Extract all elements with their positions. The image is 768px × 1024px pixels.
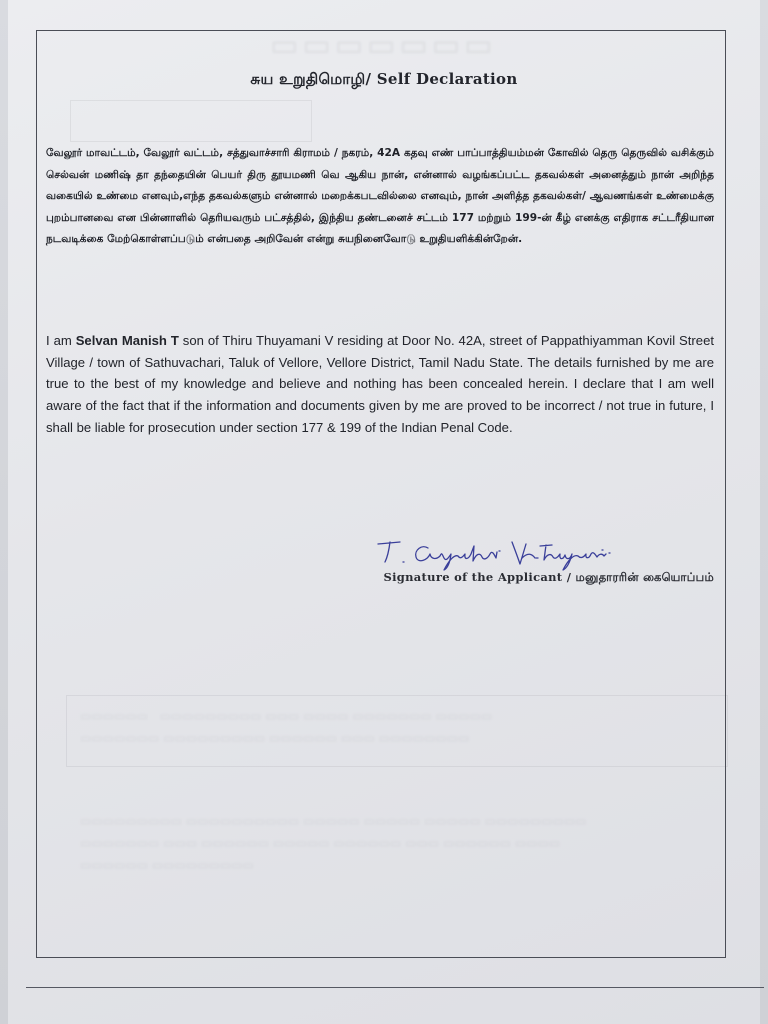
tamil-declaration-paragraph: வேலூர் மாவட்டம், வேலூர் வட்டம், சத்துவாச்சாரி கிராமம் / நகரம், 42A கதவு எண் பாப்பாத்தியம்மன் கோவில் தெரு தெருவில் வசிக்கும் செல்வன் மணிஷ் தா தந்தையின் பெயர் திரு தூயமணி வெ ஆகிய நான், என்னால் வழங்கப்பட்ட தகவல்கள் அனைத்தும் நான் அறிந்த வகையில் உண்மை எனவும்,எந்த தகவல்களும் என்னால் மறைக்கபடவில்லை எனவும், நான் அளித்த தகவல்கள்/ ஆவணங்கள் உண்மைக்கு புறம்பானவை என பின்னாளில் தெரியவரும் பட்சத்தில், இந்திய தண்டனைச் சட்டம் 177 மற்றும் 199-ன் கீழ் எனக்கு எதிராக சட்டரீதியான நடவடிக்கை மேற்கொள்ளப்படும் என்பதை அறிவேன் என்று சுயநினைவோடு உறுதியளிக்கின்றேன். <box>46 147 714 245</box>
english-declaration-paragraph <box>46 330 714 439</box>
bleed-through-heading: ▭▭▭▭▭▭▭ <box>270 28 497 63</box>
english-prefix: I am <box>46 333 76 348</box>
bleed-through-text: ▭▭▭▭▭▭ ▭▭▭▭▭▭▭▭▭ ▭▭▭ ▭▭▭▭ ▭▭▭▭▭▭▭ ▭▭▭▭▭ ▭▭▭▭▭▭▭ ▭▭▭▭▭▭▭▭▭ ▭▭▭▭▭▭ ▭▭▭ ▭▭▭▭▭▭▭▭ <box>80 709 493 745</box>
signature-caption: Signature of the Applicant / மனுதாரரின் கையொப்பம் <box>383 570 714 584</box>
applicant-signature <box>370 524 630 572</box>
bleed-through-text: ▭▭▭▭▭▭▭▭▭ ▭▭▭▭▭▭▭▭▭▭ ▭▭▭▭▭ ▭▭▭▭▭ ▭▭▭▭▭ ▭▭▭▭▭▭▭▭▭ ▭▭▭▭▭▭▭ ▭▭▭ ▭▭▭▭▭▭ ▭▭▭▭▭ ▭▭▭▭▭▭ ▭▭▭ ▭▭▭▭▭▭ ▭▭▭▭ ▭▭▭▭▭▭ ▭▭▭▭▭▭▭▭▭ <box>80 814 587 872</box>
english-body: son of Thiru Thuyamani V residing at Door No. 42A, street of Pappathiyamman Kovil Street Village / town of Sathuvachari, Taluk of Vellore, Vellore District, Tamil Nadu State. The details furnished by me are true to the best of my knowledge and believe and nothing has been concealed herein. I declare that I am well aware of the fact that if the information and documents given by me are proved to be incorrect / not true in future, I shall be liable for prosecution under section 177 & 199 of the Indian Penal Code. <box>46 333 714 435</box>
applicant-name: Selvan Manish T <box>75 333 179 348</box>
page-title: சுய உறுதிமொழி/ Self Declaration <box>250 70 518 88</box>
page-edge-line <box>26 987 764 988</box>
